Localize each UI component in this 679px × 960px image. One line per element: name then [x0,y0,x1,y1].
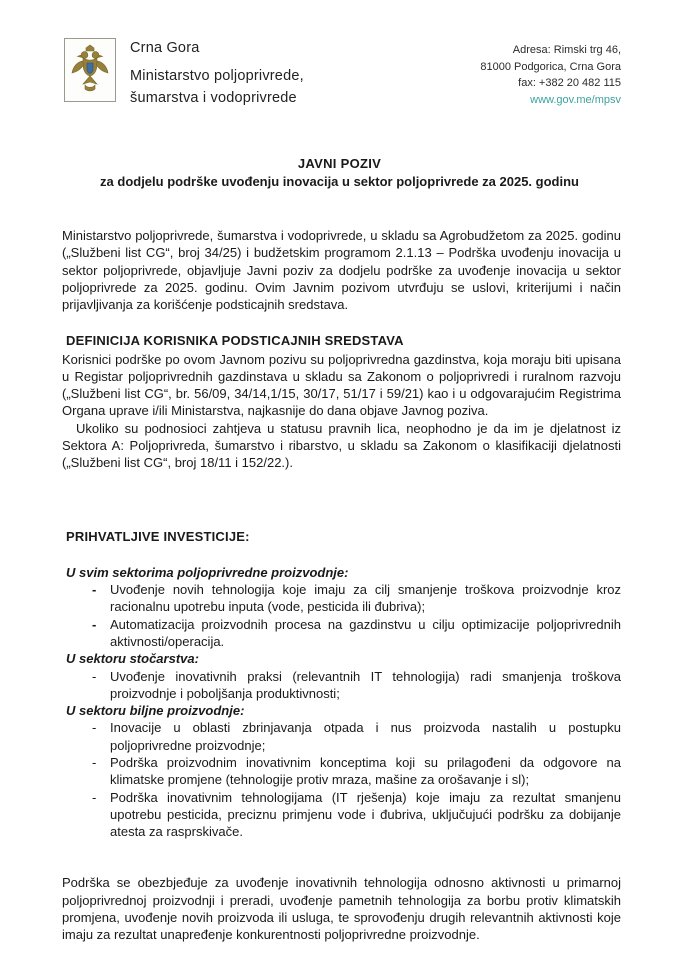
org-ministry-line-2: šumarstva i vodoprivrede [130,90,297,107]
intro-paragraph: Ministarstvo poljoprivrede, šumarstva i vodoprivrede, u skladu sa Agrobudžetom za 2025. godinu („Službeni list CG“, broj 34/25) i budžetskim programom 2.1.13 – Podrška uvođenju inovacija u sektor poljoprivrede, objavljuje Javni poziv za dodjelu podrške za uvođenje inovacija u sektor poljoprivrede za 2025. godinu. Ovim Javnim pozivom utvrđuju se uslovi, kriterijumi i način prijavljivanja za korišćenje podsticajnih sredstava. [62,227,621,313]
investment-item: - Podrška inovativnim tehnologijama (IT rješenja) koje imaju za rezultat smanjenu upotrebu pesticida, preciznu primjenu vode i đubriva, uključujući podršku za dobijanje atesta za rasprskivače. [62,789,621,841]
fax-line: fax: +382 20 482 115 [518,77,621,89]
contact-block [480,38,621,108]
investment-groups [62,564,621,841]
investment-list-plant-production [62,719,621,840]
investment-item: - Uvođenje inovativnih praksi (relevantnih IT tehnologija) radi smanjenja troškova proizvodnje i poboljšanja produktivnosti; [62,668,621,703]
coat-of-arms-logo [64,38,116,102]
org-ministry-line-1: Ministarstvo poljoprivrede, [130,68,304,84]
investment-list-all-sectors [62,581,621,650]
definition-paragraph-1: Korisnici podrške po ovom Javnom pozivu su poljoprivredna gazdinstva, koja moraju biti upisana u Registar poljoprivrednih gazdinstava u skladu sa Zakonom o poljoprivredi i ruralnom razvoju („Službeni list CG“, br. 56/09, 34/14,1/15, 30/17, 51/17 i 59/21) kao i u odgovarajućim Registrima Organa uprave i/ili Ministarstva, najkasnije do dana objave Javnog poziva. [62,351,621,419]
document-header [0,0,679,110]
org-country: Crna Gora [130,40,200,56]
section-heading-investments: PRIHVATLJIVE INVESTICIJE: [66,528,250,544]
investment-item: - Automatizacija proizvodnih procesa na gazdinstvu u cilju optimizacije poljoprivrednih aktivnosti/operacija. [62,616,621,651]
org-identity [64,38,304,110]
investment-item: - Uvođenje novih tehnologija koje imaju za cilj smanjenje troškova proizvodnje kroz racionalnu upotrebu inputa (vode, pesticida ili đubriva); [62,581,621,616]
title-block [0,156,679,189]
address-line-1: Adresa: Rimski trg 46, [512,44,621,56]
investment-group-label-livestock: U sektoru stočarstva: [66,651,199,667]
section-heading-definition: DEFINICIJA KORISNIKA PODSTICAJNIH SREDSTAVA [66,333,404,349]
investment-item: - Inovacije u oblasti zbrinjavanja otpada i nus proizvoda nastalih u postupku poljoprivredne proizvodnje; [62,719,621,754]
investment-group-label-plant-production: U sektoru biljne proizvodnje: [66,703,245,719]
org-text [130,38,304,110]
document-subtitle: za dodjelu podrške uvođenju inovacija u sektor poljoprivrede za 2025. godinu [100,173,579,189]
document-body [0,227,679,944]
closing-paragraph: Podrška se obezbjeđuje za uvođenje inovativnih tehnologija odnosno aktivnosti u primarnoj poljoprivrednoj proizvodnji i preradi, uvođenje pametnih tehnologija za borbu protiv klimatskih promjena, uvođenje novih proizvoda ili usluga, te sprovođenju drugih relevantnih aktivnosti koje imaju za rezultat unapređenje konkurentnosti poljoprivredne proizvodnje. [62,875,621,943]
document-title: JAVNI POZIV [297,155,382,171]
eagle-emblem-icon [70,44,110,96]
website-link[interactable]: www.gov.me/mpsv [530,93,621,106]
address-line-2: 81000 Podgorica, Crna Gora [480,60,621,73]
investment-group-label-all-sectors: U svim sektorima poljoprivredne proizvodnje: [66,564,349,580]
investment-item: - Podrška proizvodnim inovativnim konceptima koji su prilagođeni da odgovore na klimatske promjene (tehnologije protiv mraza, mašine za orošavanje i sl); [62,754,621,789]
definition-paragraph-2: Ukoliko su podnosioci zahtjeva u statusu pravnih lica, neophodno je da im je djelatnost iz Sektora A: Poljoprivreda, šumarstvo i ribarstvo, u skladu sa Zakonom o klasifikaciji djelatnosti („Službeni list CG“, broj 18/11 i 152/22.). [62,420,621,471]
investment-list-livestock [62,668,621,703]
